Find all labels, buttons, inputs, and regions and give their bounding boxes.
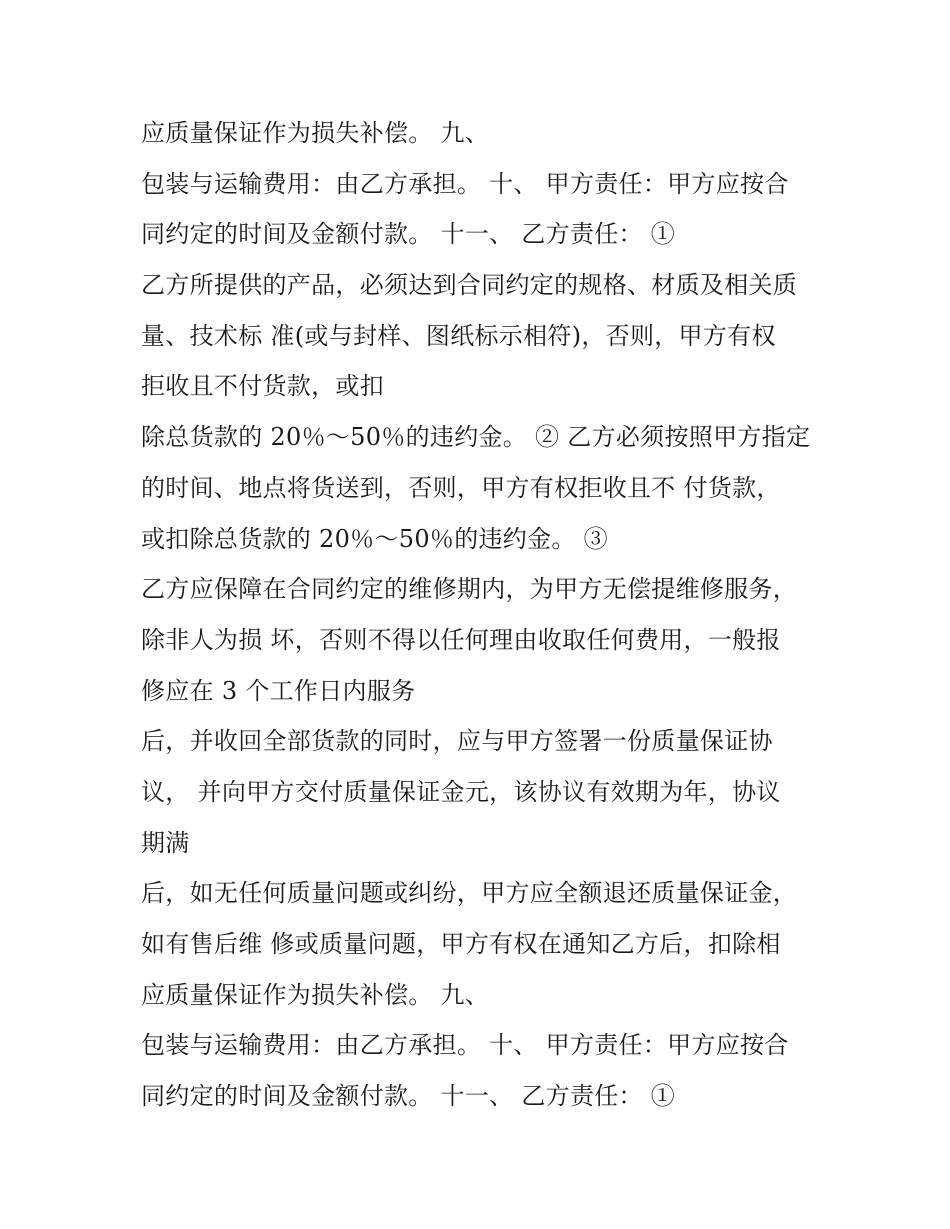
text-line: 乙方应保障在合同约定的维修期内，为甲方无偿提维修服务，: [141, 575, 798, 604]
text-line: 应质量保证作为损失补偿。 九、: [141, 119, 490, 147]
text-line: 量、技术标 准(或与封样、图纸标示相符)，否则，甲方有权: [141, 321, 776, 350]
text-line: 后，并收回全部货款的同时，应与甲方签署一份质量保证协: [141, 727, 773, 756]
text-line: 的时间、地点将货送到，否则，甲方有权拒收且不 付货款，: [141, 473, 781, 502]
text-line: 期满: [141, 828, 190, 857]
text-line: 除非人为损 坏，否则不得以任何理由收取任何费用，一般报: [141, 625, 781, 654]
text-line: 议， 并向甲方交付质量保证金元，该协议有效期为年，协议: [141, 777, 781, 806]
text-line: 后，如无任何质量问题或纠纷，甲方应全额退还质量保证金，: [141, 879, 798, 908]
text-line: 如有售后维 修或质量问题，甲方有权在通知乙方后，扣除相: [141, 930, 781, 958]
text-line: 或扣除总货款的 20％～50％的违约金。 ③: [141, 524, 608, 553]
text-line: 同约定的时间及金额付款。 十一、 乙方责任： ①: [141, 1082, 676, 1111]
text-line: 包装与运输费用：由乙方承担。 十、 甲方责任：甲方应按合: [141, 169, 789, 198]
document-body: [141, 108, 821, 1122]
text-line: 包装与运输费用：由乙方承担。 十、 甲方责任：甲方应按合: [141, 1031, 789, 1060]
text-line: 同约定的时间及金额付款。 十一、 乙方责任： ①: [141, 220, 676, 249]
text-line: 修应在 3 个工作日内服务: [141, 676, 416, 705]
text-line: 应质量保证作为损失补偿。 九、: [141, 980, 490, 1009]
text-line: 乙方所提供的产品，必须达到合同约定的规格、材质及相关质: [141, 271, 798, 300]
text-line: 拒收且不付货款，或扣: [141, 372, 384, 401]
text-line: 除总货款的 20％～50％的违约金。 ② 乙方必须按照甲方指定: [141, 423, 811, 452]
